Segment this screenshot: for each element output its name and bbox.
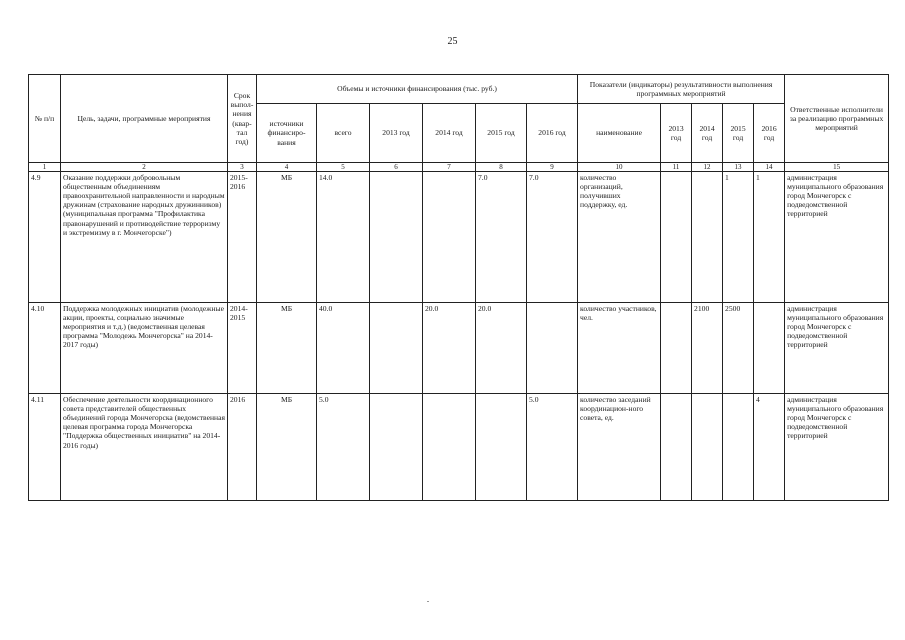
header-row-1 [29,75,889,104]
header-goal: Цель, задачи, программные мероприятия [61,75,228,163]
row-indicator-2013 [661,303,692,394]
row-goal: Оказание поддержки добровольным общественным объединениям правоохранительной направленности и народным дружинам (страхование народных дружинников) (муниципальная программа "Профилактика правонарушений и противодействие терроризму и экстремизму в г. Мончегорске") [61,172,228,303]
row-num: 4.11 [29,394,61,501]
row-goal: Обеспечение деятельности координационного совета представителей общественных объединений города Мончегорска (ведомственная целевая программа города Мончегорска "Поддержка общественных инициатив" на 2014-2016 годы) [61,394,228,501]
column-number: 8 [476,163,527,172]
row-term: 2016 [228,394,257,501]
column-number: 6 [370,163,423,172]
row-goal: Поддержка молодежных инициатив (молодежные акции, проекты, социально значимые мероприятия и т.д.) (ведомственная целевая программа "Молодежь Мончегорска" на 2014-2017 годы) [61,303,228,394]
row-2016: 7.0 [527,172,578,303]
header-2014: 2014 год [423,104,476,163]
row-total: 14.0 [317,172,370,303]
column-number: 10 [578,163,661,172]
header-indicator-name: наименование [578,104,661,163]
row-term: 2015-2016 [228,172,257,303]
header-responsible: Ответственные исполнители за реализацию программных мероприятий [785,75,889,163]
row-indicator-name: количество заседаний координацион-ного совета, ед. [578,394,661,501]
row-2014: 20.0 [423,303,476,394]
column-number: 15 [785,163,889,172]
row-responsible: администрация муниципального образования город Мончегорск с подведомственной территорией [785,394,889,501]
row-2013 [370,172,423,303]
header-num: № п/п [29,75,61,163]
scan-speck [427,601,429,602]
row-2015: 7.0 [476,172,527,303]
column-number: 11 [661,163,692,172]
table-row [29,303,889,394]
column-number: 2 [61,163,228,172]
header-indicator-2016: 2016 год [754,104,785,163]
row-indicator-2015: 2500 [723,303,754,394]
header-indicator-2014: 2014 год [692,104,723,163]
header-financing-group: Объемы и источники финансирования (тыс. руб.) [257,75,578,104]
row-2016 [527,303,578,394]
column-number: 14 [754,163,785,172]
header-indicators-group: Показатели (индикаторы) результативности выполнения программных мероприятий [578,75,785,104]
row-2013 [370,303,423,394]
row-indicator-name: количество организаций, получивших поддержку, ед. [578,172,661,303]
page-number: 25 [447,36,458,47]
column-number: 7 [423,163,476,172]
row-source: МБ [257,394,317,501]
program-table [28,74,889,501]
row-total: 5.0 [317,394,370,501]
row-indicator-2014 [692,172,723,303]
row-num: 4.10 [29,303,61,394]
row-responsible: администрация муниципального образования город Мончегорск с подведомственной территорией [785,303,889,394]
row-responsible: администрация муниципального образования город Мончегорск с подведомственной территорией [785,172,889,303]
row-num: 4.9 [29,172,61,303]
row-source: МБ [257,172,317,303]
header-source: источники финансиро-вания [257,104,317,163]
row-2015 [476,394,527,501]
row-total: 40.0 [317,303,370,394]
row-2013 [370,394,423,501]
row-indicator-name: количество участников, чел. [578,303,661,394]
table-row [29,172,889,303]
header-2016: 2016 год [527,104,578,163]
row-2014 [423,172,476,303]
row-indicator-2013 [661,172,692,303]
row-2015: 20.0 [476,303,527,394]
header-indicator-2015: 2015 год [723,104,754,163]
header-2013: 2013 год [370,104,423,163]
column-numbers-row [29,163,889,172]
column-number: 9 [527,163,578,172]
row-indicator-2016: 4 [754,394,785,501]
header-total: всего [317,104,370,163]
column-number: 4 [257,163,317,172]
row-indicator-2016 [754,303,785,394]
row-indicator-2014 [692,394,723,501]
header-term: Срок выпол-нения (квар-тал год) [228,75,257,163]
header-indicator-2013: 2013 год [661,104,692,163]
row-source: МБ [257,303,317,394]
column-number: 13 [723,163,754,172]
row-indicator-2013 [661,394,692,501]
row-term: 2014-2015 [228,303,257,394]
row-2016: 5.0 [527,394,578,501]
row-indicator-2015 [723,394,754,501]
column-number: 1 [29,163,61,172]
row-indicator-2014: 2100 [692,303,723,394]
row-indicator-2016: 1 [754,172,785,303]
table-row [29,394,889,501]
row-indicator-2015: 1 [723,172,754,303]
row-2014 [423,394,476,501]
column-number: 5 [317,163,370,172]
column-number: 3 [228,163,257,172]
column-number: 12 [692,163,723,172]
header-2015: 2015 год [476,104,527,163]
